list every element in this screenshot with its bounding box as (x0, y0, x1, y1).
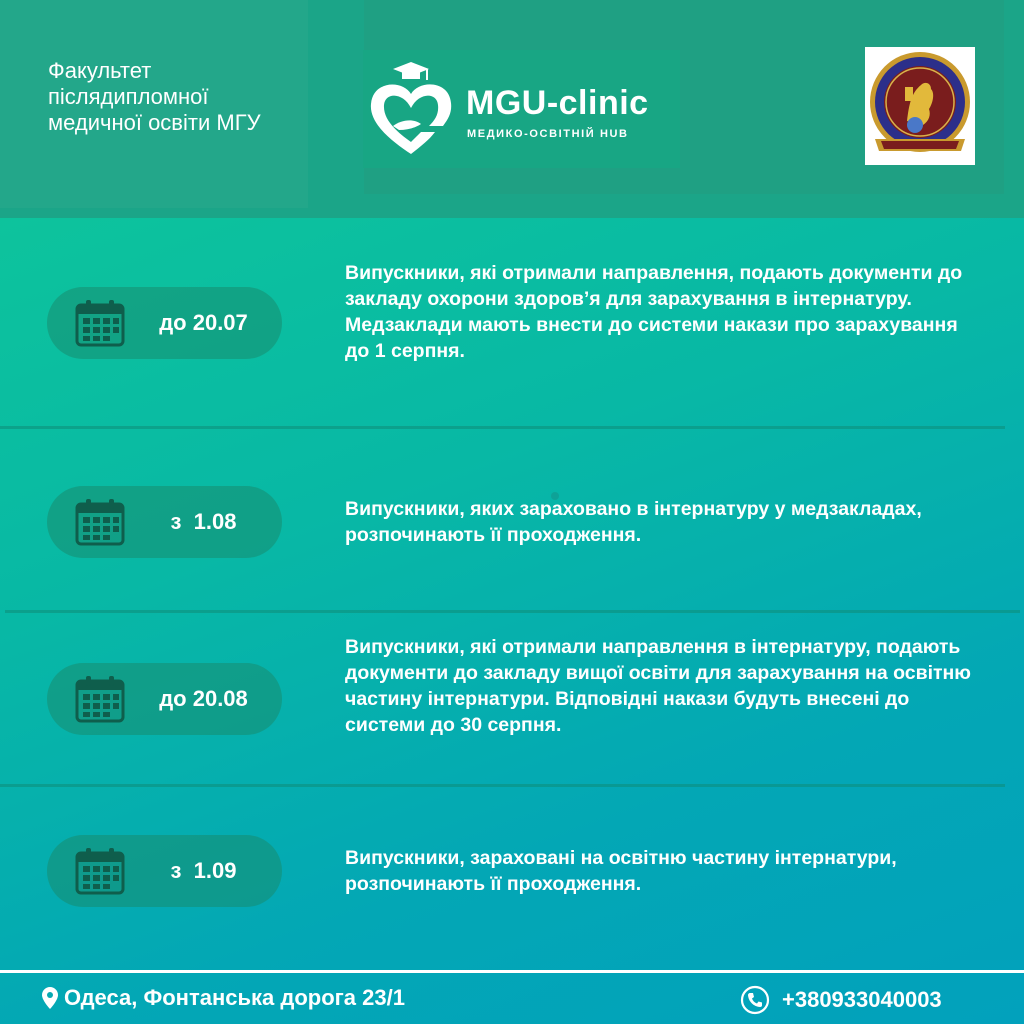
calendar-icon (75, 675, 125, 723)
row-description: Випускники, які отримали направлення, подають документи до закладу охорони здоров’я для зарахування в інтернатуру. Медзаклади мають внести до системи накази про зарахування до 1 серпня. (345, 262, 963, 362)
logo-title: MGU-clinic (466, 84, 649, 122)
footer-address (42, 985, 405, 1011)
date-label: з 1.09 (170, 858, 237, 883)
date-pill (47, 486, 282, 558)
date-label: до 20.08 (159, 686, 248, 711)
row-description: Випускники, зараховані на освітню частину інтернатури, розпочинають її проходження. (345, 847, 897, 895)
phone-icon (740, 985, 770, 1015)
university-seal-icon (865, 47, 975, 165)
row-description: Випускники, яких зараховано в інтернатуру у медзакладах, розпочинають її проходження. (345, 498, 922, 546)
location-pin-icon (42, 987, 58, 1009)
calendar-icon (75, 299, 125, 347)
calendar-icon (75, 498, 125, 546)
heart-graduation-cap-icon (363, 56, 459, 160)
row-divider (5, 610, 1020, 613)
row-divider (0, 784, 1005, 787)
mgu-clinic-logo (363, 50, 680, 168)
footer-divider (0, 970, 1024, 973)
faculty-title: Факультет післядипломної медичної освіти МГУ (48, 58, 261, 135)
phone-number[interactable]: +380933040003 (782, 987, 942, 1012)
date-label: до 20.07 (159, 310, 248, 335)
footer-phone[interactable] (740, 985, 942, 1015)
date-pill (47, 287, 282, 359)
date-pill (47, 835, 282, 907)
date-pill (47, 663, 282, 735)
header (0, 0, 1024, 218)
logo-subtitle: МЕДИКО-ОСВІТНІЙ HUB (467, 128, 629, 140)
date-label: з 1.08 (170, 509, 237, 534)
row-description: Випускники, які отримали направлення в інтернатуру, подають документи до закладу вищої освіти для зарахування на освітню частину інтернатури. Відповідні накази будуть внесені до системи до 30 серпня. (345, 636, 971, 736)
address-text: Одеса, Фонтанська дорога 23/1 (64, 985, 405, 1010)
calendar-icon (75, 847, 125, 895)
row-divider (0, 426, 1005, 429)
faculty-panel (0, 0, 308, 208)
